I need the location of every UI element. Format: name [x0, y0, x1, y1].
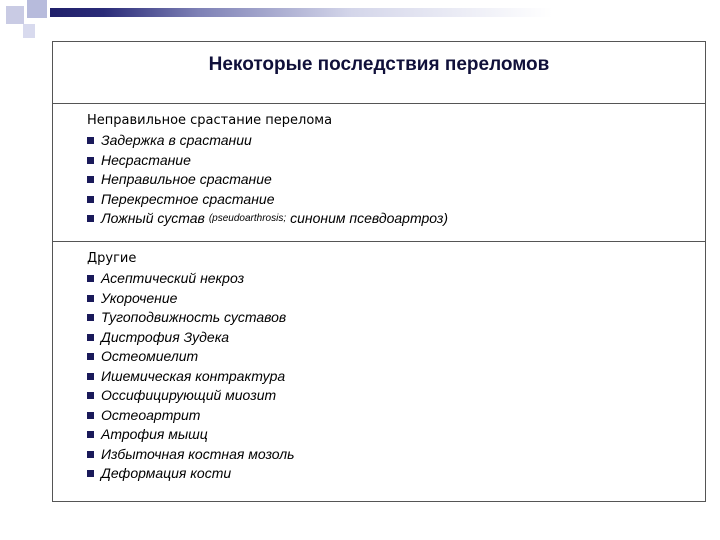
square-bullet-icon	[87, 157, 94, 164]
title-box	[53, 42, 705, 104]
list-item	[87, 209, 705, 229]
list-item: Оссифицирующий миозит	[87, 386, 705, 406]
list-item: Ишемическая контрактура	[87, 367, 705, 387]
list-item: Остеоартрит	[87, 406, 705, 426]
square-bullet-icon	[87, 373, 94, 380]
item-note: (pseudoarthrosis;	[208, 213, 287, 224]
section-malunion	[53, 104, 705, 242]
list-item: Задержка в срастании	[87, 131, 705, 151]
accent-bar	[50, 8, 720, 17]
list-item: Тугоподвижность суставов	[87, 308, 705, 328]
square-bullet-icon	[87, 275, 94, 282]
square-bullet-icon	[87, 431, 94, 438]
square-bullet-icon	[87, 137, 94, 144]
list-item: Перекрестное срастание	[87, 190, 705, 210]
bullet-list	[87, 131, 705, 229]
list-item: Атрофия мышц	[87, 425, 705, 445]
list-item: Укорочение	[87, 289, 705, 309]
decor-square-icon	[6, 6, 24, 24]
square-bullet-icon	[87, 176, 94, 183]
square-bullet-icon	[87, 334, 94, 341]
decor-square-icon	[23, 24, 35, 38]
list-item: Деформация кости	[87, 464, 705, 484]
list-item: Дистрофия Зудека	[87, 328, 705, 348]
bullet-list	[87, 269, 705, 484]
list-item: Несрастание	[87, 151, 705, 171]
square-bullet-icon	[87, 451, 94, 458]
item-main: Ложный сустав	[101, 210, 205, 226]
square-bullet-icon	[87, 470, 94, 477]
list-item: Асептический некроз	[87, 269, 705, 289]
list-item: Избыточная костная мозоль	[87, 445, 705, 465]
list-item: Остеомиелит	[87, 347, 705, 367]
list-item: Неправильное срастание	[87, 170, 705, 190]
section-heading: Неправильное срастание перелома	[87, 113, 333, 128]
square-bullet-icon	[87, 215, 94, 222]
square-bullet-icon	[87, 196, 94, 203]
section-heading: Другие	[87, 251, 137, 266]
square-bullet-icon	[87, 412, 94, 419]
item-tail: синоним псевдоартроз)	[290, 210, 449, 226]
decor-square-icon	[27, 0, 47, 18]
square-bullet-icon	[87, 392, 94, 399]
square-bullet-icon	[87, 353, 94, 360]
slide-title: Некоторые последствия переломов	[208, 54, 550, 75]
square-bullet-icon	[87, 314, 94, 321]
slide-frame	[52, 41, 706, 502]
section-other	[53, 242, 705, 484]
square-bullet-icon	[87, 295, 94, 302]
